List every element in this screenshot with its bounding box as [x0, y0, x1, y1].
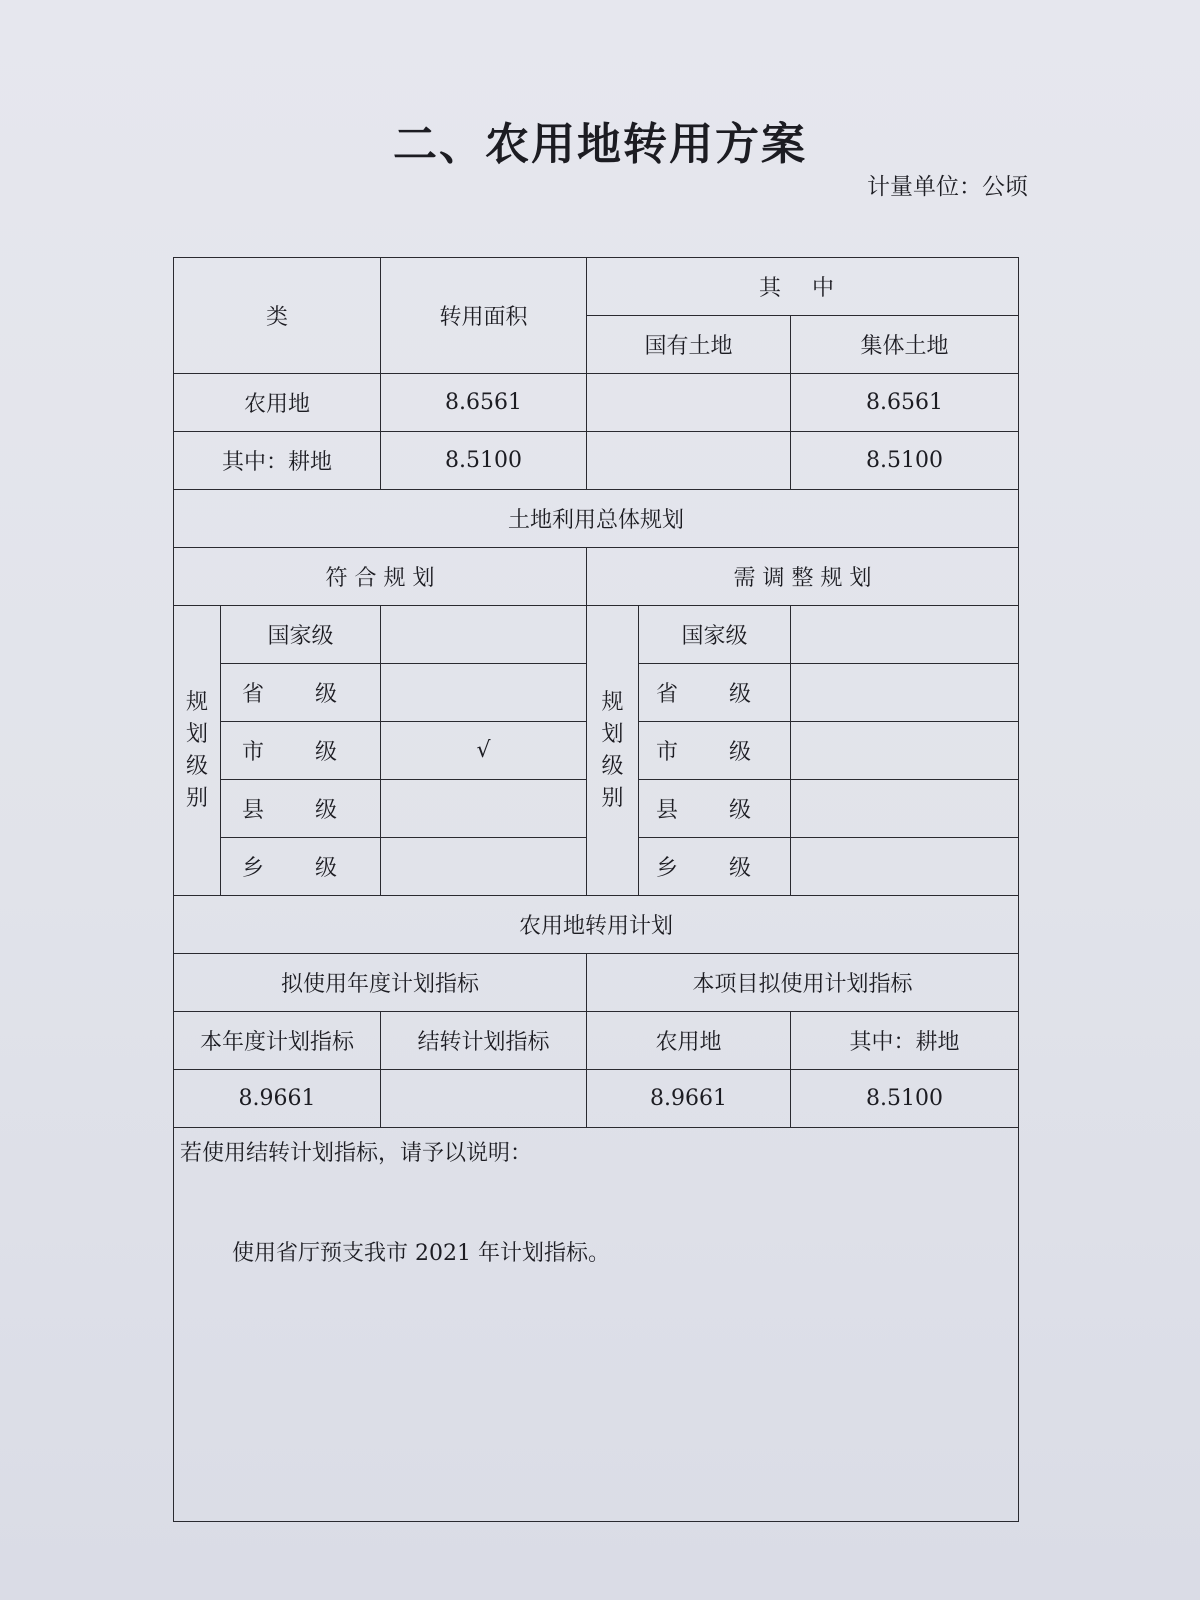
adjust-level-mark: [791, 780, 1019, 838]
header-area: 转用面积: [381, 258, 587, 374]
adjust-level-name: 国家级: [639, 606, 791, 664]
row-label: 农用地: [174, 374, 381, 432]
adjust-level-label: [587, 606, 639, 896]
col-carryover: 结转计划指标: [381, 1012, 587, 1070]
project-plan-title: 本项目拟使用计划指标: [587, 954, 1019, 1012]
conform-level-name: 省 级: [221, 664, 381, 722]
table-row: [174, 374, 1019, 432]
conform-level-mark: [381, 606, 587, 664]
col-farmland: 农用地: [587, 1012, 791, 1070]
conform-level-mark: √: [381, 722, 587, 780]
header-category: 类: [174, 258, 381, 374]
header-state-land: 国有土地: [587, 316, 791, 374]
conversion-table: [173, 257, 1019, 1522]
adjust-level-name: 市 级: [639, 722, 791, 780]
row-collective: 8.5100: [791, 432, 1019, 490]
note-cell: [174, 1128, 1019, 1522]
row-area: 8.6561: [381, 374, 587, 432]
table-row: [174, 432, 1019, 490]
conform-level-name: 县 级: [221, 780, 381, 838]
val-farmland: 8.9661: [587, 1070, 791, 1128]
note-label: 若使用结转计划指标，请予以说明：: [180, 1141, 533, 1166]
conform-level-label: [174, 606, 221, 896]
adjust-level-name: 省 级: [639, 664, 791, 722]
planning-section-title: 土地利用总体规划: [174, 490, 1019, 548]
conform-level-mark: [381, 838, 587, 896]
row-state: [587, 374, 791, 432]
header-of-which: 其 中: [587, 258, 1019, 316]
row-state: [587, 432, 791, 490]
val-cultivated: 8.5100: [791, 1070, 1019, 1128]
val-this-year: 8.9661: [174, 1070, 381, 1128]
adjust-level-name: 乡 级: [639, 838, 791, 896]
conversion-section-title: 农用地转用计划: [174, 896, 1019, 954]
adjust-level-mark: [791, 722, 1019, 780]
conform-level-mark: [381, 664, 587, 722]
adjust-level-name: 县 级: [639, 780, 791, 838]
level-label-text: 规划级别: [601, 689, 624, 811]
conform-level-name: 市 级: [221, 722, 381, 780]
conform-level-name: 乡 级: [221, 838, 381, 896]
page-title: 二、农用地转用方案: [393, 119, 807, 170]
planning-conform-header: 符 合 规 划: [174, 548, 587, 606]
adjust-level-mark: [791, 606, 1019, 664]
row-collective: 8.6561: [791, 374, 1019, 432]
col-cultivated: 其中：耕地: [791, 1012, 1019, 1070]
row-area: 8.5100: [381, 432, 587, 490]
row-label: 其中：耕地: [174, 432, 381, 490]
adjust-level-mark: [791, 838, 1019, 896]
conform-level-name: 国家级: [221, 606, 381, 664]
annual-plan-title: 拟使用年度计划指标: [174, 954, 587, 1012]
col-this-year: 本年度计划指标: [174, 1012, 381, 1070]
level-label-text: 规划级别: [186, 689, 209, 811]
val-carryover: [381, 1070, 587, 1128]
conform-level-mark: [381, 780, 587, 838]
unit-label: 计量单位：公顷: [867, 174, 1028, 200]
note-body: 使用省厅预支我市 2021 年计划指标。: [232, 1241, 610, 1266]
adjust-level-mark: [791, 664, 1019, 722]
header-collective-land: 集体土地: [791, 316, 1019, 374]
planning-adjust-header: 需 调 整 规 划: [587, 548, 1019, 606]
